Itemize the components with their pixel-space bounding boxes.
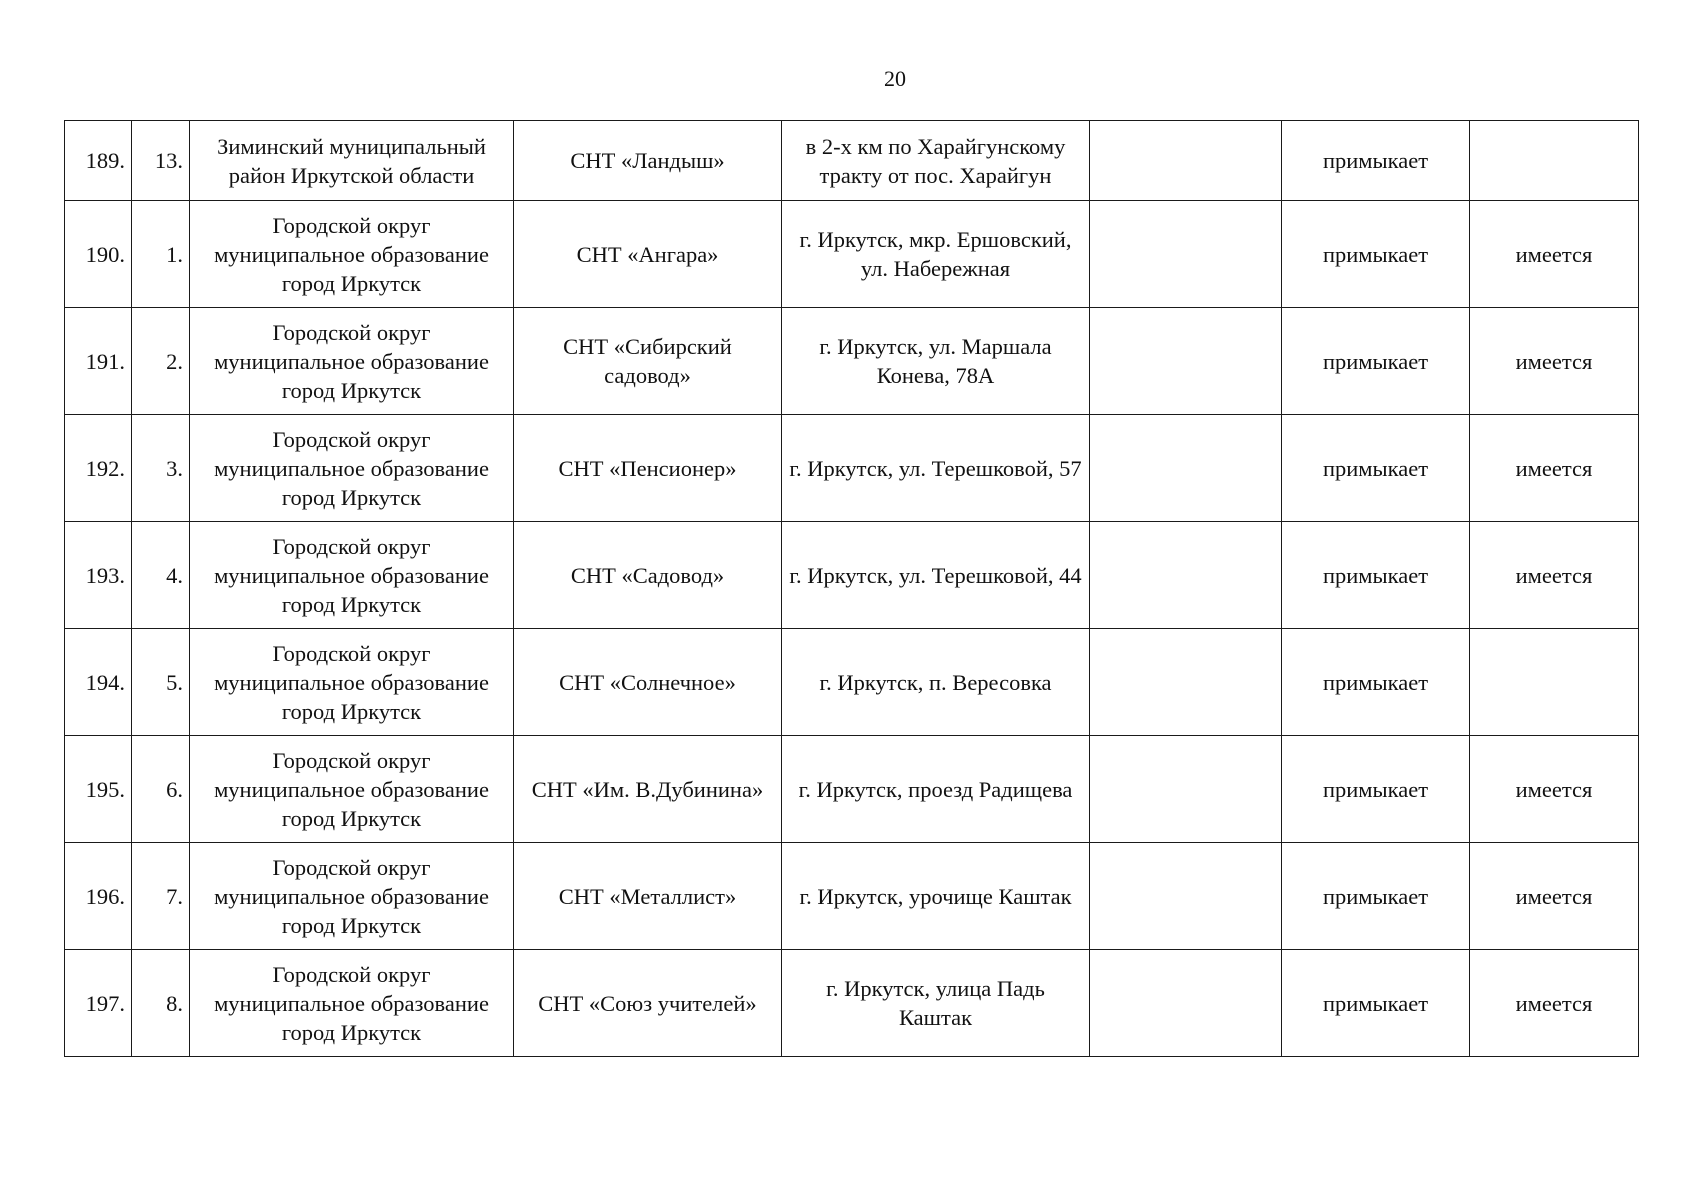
table-row <box>65 201 1639 308</box>
snt-name-cell: СНТ «Союз учителей» <box>514 950 782 1057</box>
availability-cell <box>1470 629 1639 736</box>
empty-cell <box>1090 308 1282 415</box>
adjacency-cell: примыкает <box>1282 121 1470 201</box>
snt-name-cell: СНТ «Садовод» <box>514 522 782 629</box>
table-row <box>65 522 1639 629</box>
address-cell: г. Иркутск, ул. Терешковой, 44 <box>782 522 1090 629</box>
availability-cell: имеется <box>1470 950 1639 1057</box>
table-row <box>65 843 1639 950</box>
snt-name-cell: СНТ «Им. В.Дубинина» <box>514 736 782 843</box>
availability-cell: имеется <box>1470 843 1639 950</box>
empty-cell <box>1090 736 1282 843</box>
row-sub-number: 2. <box>132 308 190 415</box>
adjacency-cell: примыкает <box>1282 950 1470 1057</box>
row-number: 197. <box>65 950 132 1057</box>
row-number: 196. <box>65 843 132 950</box>
empty-cell <box>1090 415 1282 522</box>
row-sub-number: 8. <box>132 950 190 1057</box>
availability-cell <box>1470 121 1639 201</box>
row-number: 189. <box>65 121 132 201</box>
adjacency-cell: примыкает <box>1282 522 1470 629</box>
row-sub-number: 13. <box>132 121 190 201</box>
district-cell: Городской округ муниципальное образование город Иркутск <box>190 736 514 843</box>
table-row <box>65 736 1639 843</box>
availability-cell: имеется <box>1470 201 1639 308</box>
row-number: 190. <box>65 201 132 308</box>
table-row <box>65 629 1639 736</box>
district-cell: Городской округ муниципальное образование город Иркутск <box>190 415 514 522</box>
availability-cell: имеется <box>1470 522 1639 629</box>
snt-name-cell: СНТ «Металлист» <box>514 843 782 950</box>
address-cell: г. Иркутск, п. Вересовка <box>782 629 1090 736</box>
address-cell: г. Иркутск, мкр. Ершовский, ул. Набережная <box>782 201 1090 308</box>
district-cell: Городской округ муниципальное образование город Иркутск <box>190 201 514 308</box>
row-sub-number: 3. <box>132 415 190 522</box>
table-row <box>65 415 1639 522</box>
availability-cell: имеется <box>1470 736 1639 843</box>
adjacency-cell: примыкает <box>1282 736 1470 843</box>
district-cell: Городской округ муниципальное образование город Иркутск <box>190 629 514 736</box>
table-row <box>65 950 1639 1057</box>
district-cell: Городской округ муниципальное образование город Иркутск <box>190 950 514 1057</box>
row-sub-number: 1. <box>132 201 190 308</box>
address-cell: г. Иркутск, урочище Каштак <box>782 843 1090 950</box>
table-row <box>65 121 1639 201</box>
empty-cell <box>1090 950 1282 1057</box>
availability-cell: имеется <box>1470 308 1639 415</box>
availability-cell: имеется <box>1470 415 1639 522</box>
page-number: 20 <box>884 66 906 91</box>
row-sub-number: 5. <box>132 629 190 736</box>
empty-cell <box>1090 201 1282 308</box>
table-row <box>65 308 1639 415</box>
empty-cell <box>1090 629 1282 736</box>
snt-name-cell: СНТ «Сибирский садовод» <box>514 308 782 415</box>
adjacency-cell: примыкает <box>1282 843 1470 950</box>
adjacency-cell: примыкает <box>1282 629 1470 736</box>
registry-table <box>64 120 1639 1057</box>
district-cell: Городской округ муниципальное образование город Иркутск <box>190 522 514 629</box>
row-sub-number: 4. <box>132 522 190 629</box>
empty-cell <box>1090 121 1282 201</box>
empty-cell <box>1090 843 1282 950</box>
empty-cell <box>1090 522 1282 629</box>
row-number: 192. <box>65 415 132 522</box>
adjacency-cell: примыкает <box>1282 308 1470 415</box>
row-number: 194. <box>65 629 132 736</box>
row-sub-number: 7. <box>132 843 190 950</box>
row-number: 191. <box>65 308 132 415</box>
address-cell: г. Иркутск, проезд Радищева <box>782 736 1090 843</box>
district-cell: Зиминский муниципальный район Иркутской области <box>190 121 514 201</box>
address-cell: г. Иркутск, ул. Терешковой, 57 <box>782 415 1090 522</box>
snt-name-cell: СНТ «Ландыш» <box>514 121 782 201</box>
snt-name-cell: СНТ «Пенсионер» <box>514 415 782 522</box>
adjacency-cell: примыкает <box>1282 415 1470 522</box>
address-cell: г. Иркутск, ул. Маршала Конева, 78А <box>782 308 1090 415</box>
row-number: 193. <box>65 522 132 629</box>
adjacency-cell: примыкает <box>1282 201 1470 308</box>
address-cell: г. Иркутск, улица Падь Каштак <box>782 950 1090 1057</box>
address-cell: в 2-х км по Харайгунскому тракту от пос. Харайгун <box>782 121 1090 201</box>
row-sub-number: 6. <box>132 736 190 843</box>
row-number: 195. <box>65 736 132 843</box>
snt-name-cell: СНТ «Ангара» <box>514 201 782 308</box>
district-cell: Городской округ муниципальное образование город Иркутск <box>190 308 514 415</box>
district-cell: Городской округ муниципальное образование город Иркутск <box>190 843 514 950</box>
snt-name-cell: СНТ «Солнечное» <box>514 629 782 736</box>
